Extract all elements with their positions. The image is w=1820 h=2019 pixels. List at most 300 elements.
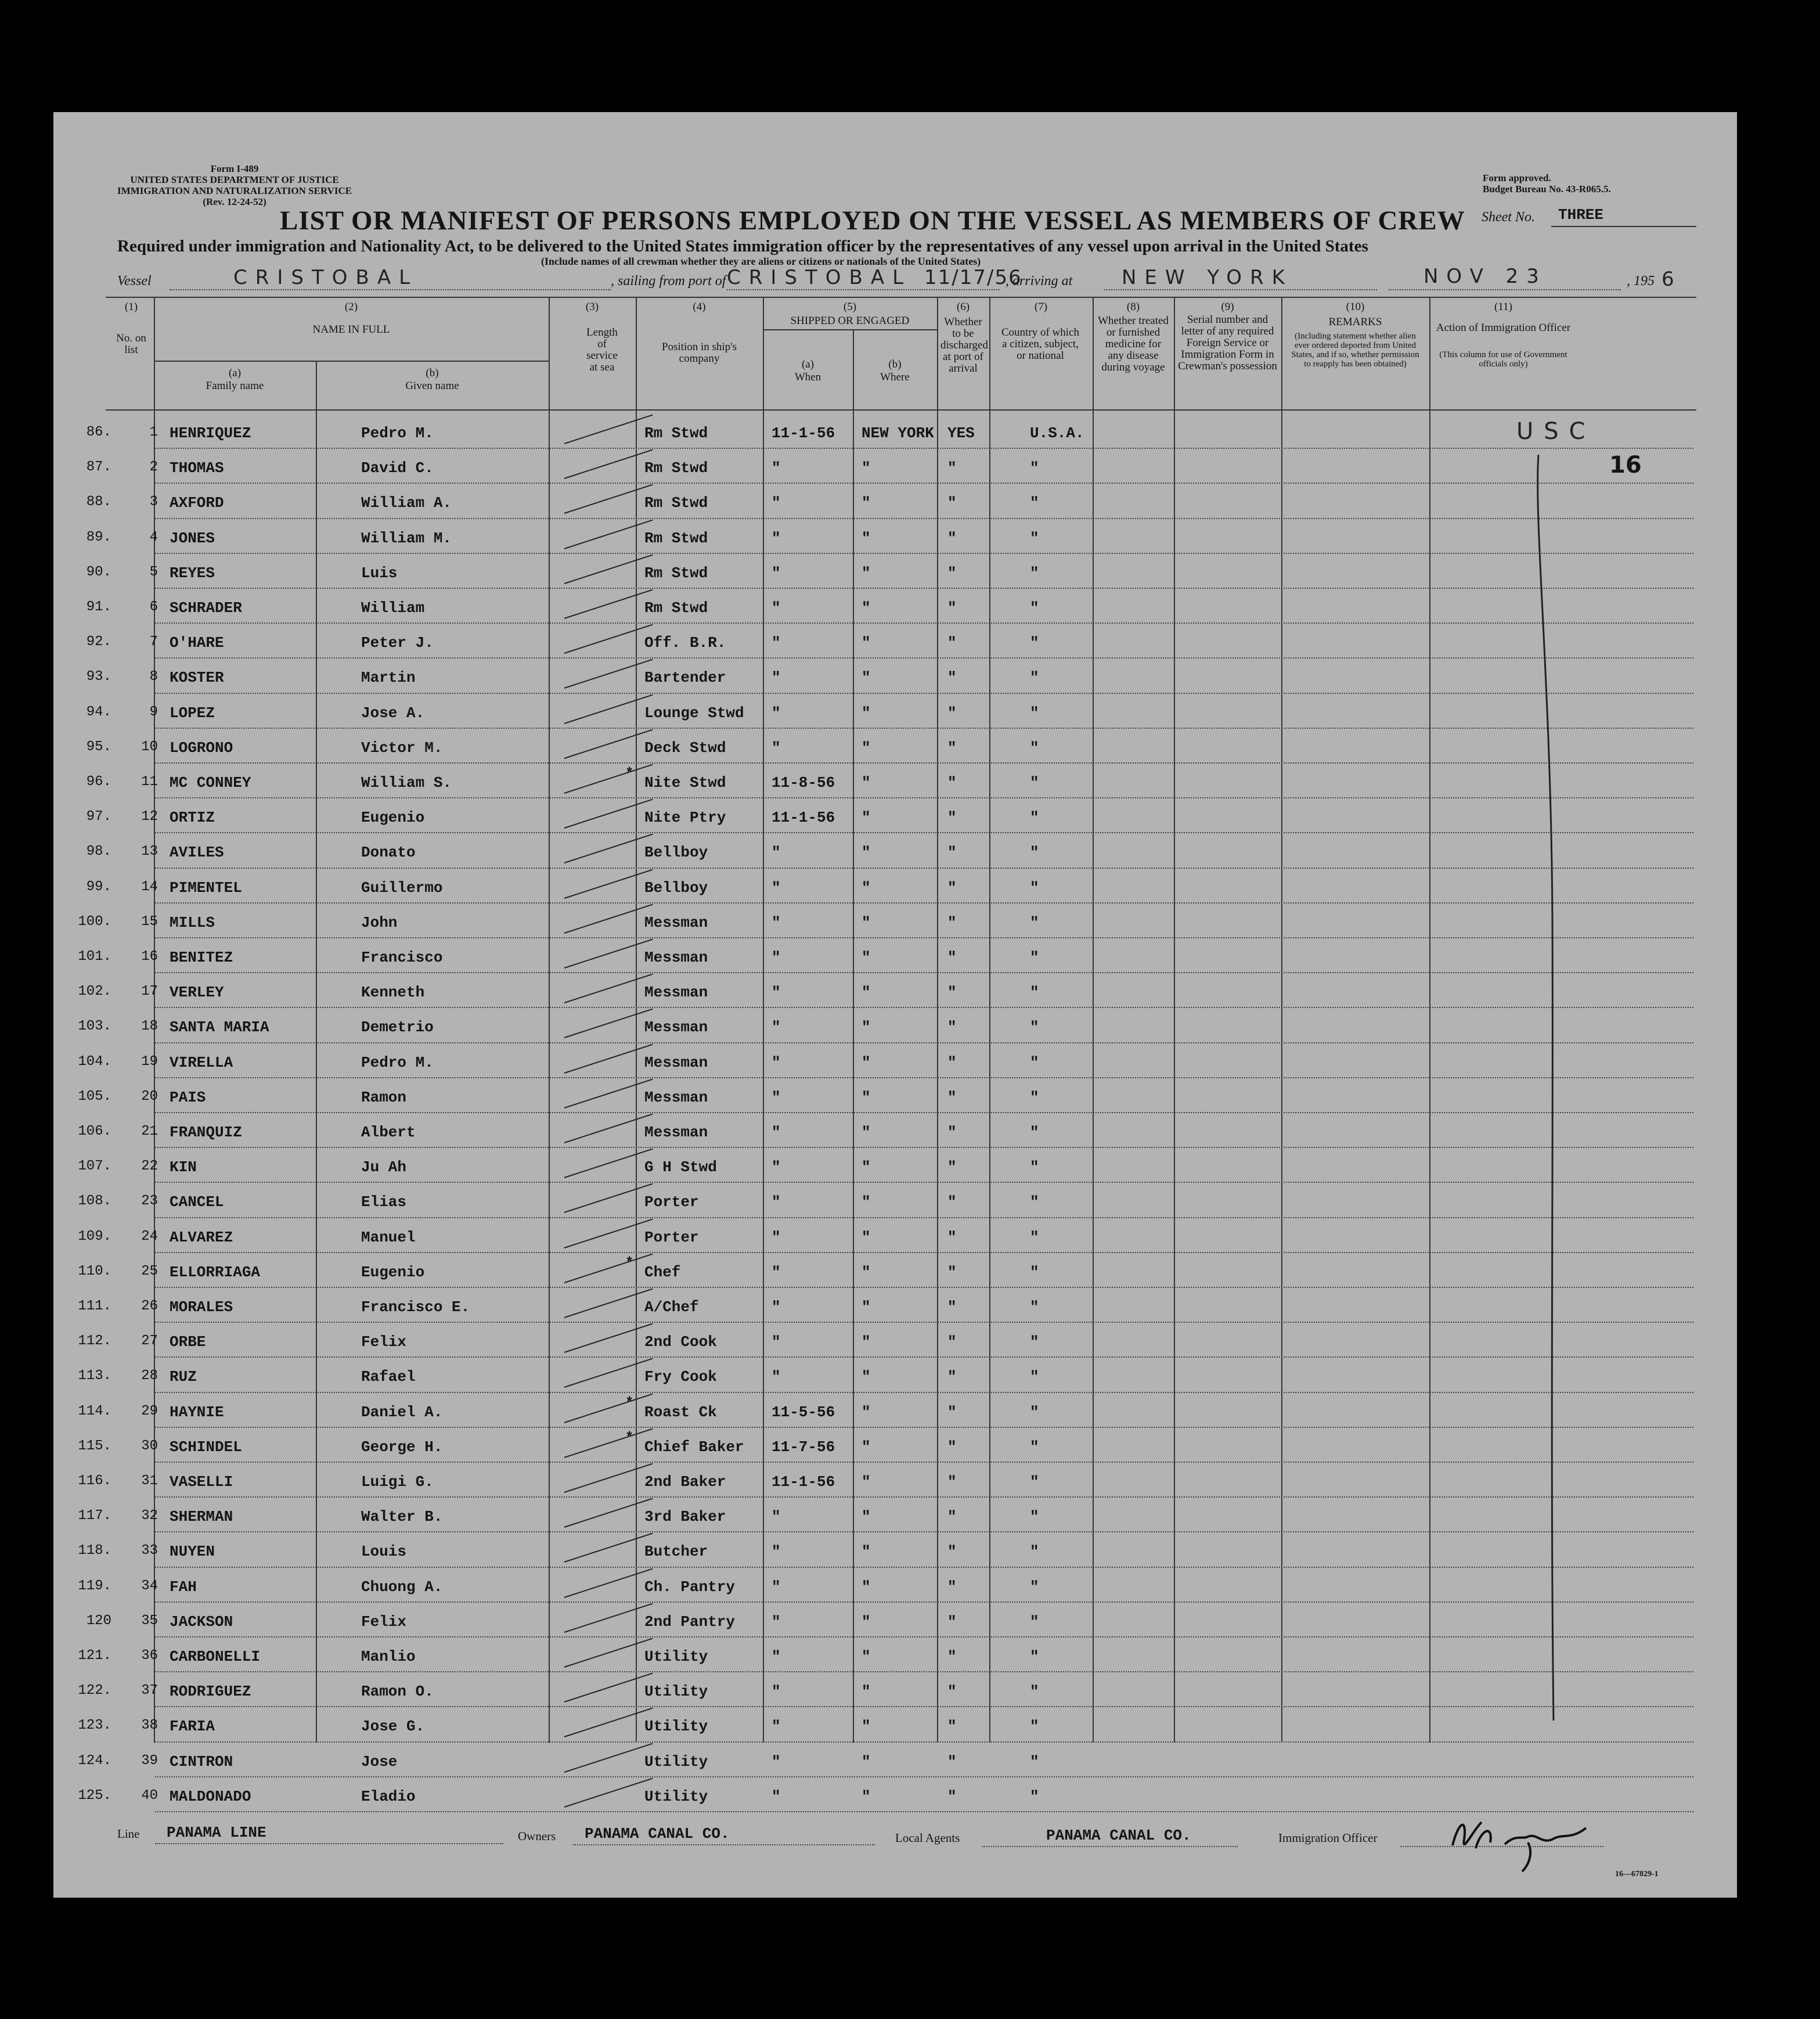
col6-label: Whether to be discharged at port of arrival <box>940 316 988 375</box>
col11-note: (This column for use of Government officials only) <box>1439 350 1567 369</box>
col10-label: REMARKS <box>1328 316 1382 328</box>
count-annotation: 16 <box>1609 452 1642 478</box>
citizenship: " <box>1030 1578 1039 1596</box>
table-row <box>53 520 1737 555</box>
shipped-where: " <box>862 1613 871 1631</box>
service-check-mark <box>564 1708 653 1737</box>
row-rule <box>155 1462 1693 1463</box>
shipped-when: " <box>772 704 781 722</box>
row-serial: 101. <box>78 949 111 964</box>
position: Utility <box>644 1752 708 1770</box>
discharged: " <box>947 459 957 477</box>
citizenship: " <box>1030 459 1039 477</box>
shipped-header-rule <box>763 329 937 330</box>
table-row <box>53 765 1737 800</box>
table-top-border <box>106 297 1696 298</box>
row-rule <box>155 1427 1693 1428</box>
family-name: MC CONNEY <box>170 774 251 791</box>
citizenship: " <box>1030 669 1039 687</box>
shipped-where: " <box>862 1298 871 1316</box>
given-name: John <box>361 913 398 931</box>
position: 3rd Baker <box>644 1508 726 1526</box>
given-name: Victor M. <box>361 739 443 757</box>
position: Messman <box>644 984 708 1002</box>
row-serial: 96. <box>86 774 111 790</box>
row-number: 10 <box>141 739 158 755</box>
discharged: " <box>947 844 957 862</box>
service-check-mark <box>564 939 653 969</box>
row-serial: 94. <box>86 704 111 720</box>
discharged: " <box>947 913 957 931</box>
discharged: " <box>947 1368 957 1386</box>
shipped-where: " <box>862 1403 871 1421</box>
given-name: William <box>361 599 425 617</box>
row-serial: 100. <box>78 913 111 930</box>
service-check-mark <box>564 659 653 689</box>
discharged: " <box>947 984 957 1002</box>
position: Deck Stwd <box>644 739 726 757</box>
service: IMMIGRATION AND NATURALIZATION SERVICE <box>117 185 352 196</box>
shipped-where: " <box>862 1019 871 1037</box>
given-name: Felix <box>361 1333 407 1351</box>
shipped-where: " <box>862 1053 871 1071</box>
row-number: 38 <box>141 1718 158 1734</box>
shipped-where: " <box>862 1124 871 1141</box>
row-number: 40 <box>141 1787 158 1804</box>
row-number: 14 <box>141 879 158 895</box>
row-rule <box>155 1601 1693 1603</box>
citizenship: " <box>1030 739 1039 757</box>
given-name: Donato <box>361 844 416 862</box>
position: Chef <box>644 1263 681 1281</box>
position: Chief Baker <box>644 1438 744 1456</box>
row-rule <box>155 868 1693 869</box>
family-name: LOGRONO <box>170 739 233 757</box>
date-dotline <box>1389 289 1621 290</box>
position: Fry Cook <box>644 1368 717 1386</box>
position: Rm Stwd <box>644 599 708 617</box>
family-name: ORBE <box>170 1333 206 1351</box>
family-name: JONES <box>170 529 215 547</box>
citizenship: " <box>1030 1473 1039 1491</box>
shipped-when: " <box>772 1368 781 1386</box>
row-number: 25 <box>141 1263 158 1279</box>
service-check-mark <box>564 1463 653 1493</box>
row-number: 28 <box>141 1368 158 1384</box>
row-serial: 125. <box>78 1787 111 1804</box>
shipped-where: " <box>862 913 871 931</box>
discharged: " <box>947 809 957 827</box>
discharged: " <box>947 774 957 791</box>
sailing-date: 11/17/56 <box>924 266 1022 289</box>
row-number: 16 <box>141 949 158 964</box>
position: Rm Stwd <box>644 494 708 512</box>
service-check-mark <box>564 624 653 654</box>
position: Bellboy <box>644 844 708 862</box>
row-rule <box>155 1182 1693 1183</box>
line-value: PANAMA LINE <box>167 1824 266 1841</box>
family-name: REYES <box>170 564 215 582</box>
given-name: Jose <box>361 1752 398 1770</box>
discharged: " <box>947 669 957 687</box>
col9-num: (9) <box>1221 301 1234 313</box>
shipped-when: " <box>772 739 781 757</box>
row-rule <box>155 1217 1693 1218</box>
service-check-mark <box>564 1533 653 1563</box>
arriving-dotline <box>1104 289 1377 290</box>
shipped-when: " <box>772 949 781 966</box>
discharged: " <box>947 1578 957 1596</box>
table-row <box>53 660 1737 694</box>
table-row <box>53 1149 1737 1184</box>
port-dotline <box>727 289 1000 290</box>
row-number: 34 <box>141 1578 158 1594</box>
discharged: " <box>947 1298 957 1316</box>
row-number: 26 <box>141 1298 158 1314</box>
shipped-where: " <box>862 739 871 757</box>
citizenship: " <box>1030 1683 1039 1701</box>
service-check-mark <box>564 1043 653 1073</box>
given-name: David C. <box>361 459 434 477</box>
budget-bureau: Budget Bureau No. 43-R065.5. <box>1483 183 1611 195</box>
citizenship: " <box>1030 809 1039 827</box>
service-check-mark <box>564 1183 653 1213</box>
table-row <box>53 870 1737 905</box>
table-row <box>53 1289 1737 1324</box>
given-name: Francisco <box>361 949 443 966</box>
shipped-where: " <box>862 494 871 512</box>
shipped-where: " <box>862 1263 871 1281</box>
given-name: Louis <box>361 1543 407 1561</box>
family-name: CARBONELLI <box>170 1648 261 1665</box>
citizenship: " <box>1030 1438 1039 1456</box>
shipped-when: " <box>772 1718 781 1736</box>
given-name: William A. <box>361 494 452 512</box>
citizenship: " <box>1030 1403 1039 1421</box>
row-serial: 112. <box>78 1333 111 1349</box>
row-number: 13 <box>141 844 158 860</box>
shipped-where: " <box>862 1158 871 1176</box>
row-rule <box>155 1496 1693 1498</box>
department: UNITED STATES DEPARTMENT OF JUSTICE <box>130 174 339 185</box>
col8-label: Whether treated or furnished medicine for any disease during voyage <box>1098 315 1169 373</box>
family-name: O'HARE <box>170 634 224 652</box>
family-name: PIMENTEL <box>170 879 242 897</box>
col3-label: Length of service at sea <box>586 326 618 373</box>
shipped-where: " <box>862 1543 871 1561</box>
family-name: JACKSON <box>170 1613 233 1631</box>
position: Utility <box>644 1718 708 1736</box>
row-serial: 93. <box>86 669 111 685</box>
line-dotline <box>155 1843 503 1844</box>
given-name: Eladio <box>361 1787 416 1805</box>
service-check-mark <box>564 1078 653 1108</box>
given-name: Luis <box>361 564 398 582</box>
family-name: FARIA <box>170 1718 215 1736</box>
col4-num: (4) <box>693 301 706 313</box>
row-rule <box>155 1252 1693 1253</box>
service-check-mark <box>564 519 653 549</box>
shipped-when: " <box>772 1228 781 1246</box>
row-rule <box>155 1007 1693 1008</box>
discharged: YES <box>947 424 975 442</box>
row-rule <box>155 902 1693 904</box>
page-title: LIST OR MANIFEST OF PERSONS EMPLOYED ON THE VESSEL AS MEMBERS OF CREW <box>280 206 1465 236</box>
shipped-where: " <box>862 1193 871 1211</box>
shipped-where: NEW YORK <box>862 424 934 442</box>
row-serial: 121. <box>78 1648 111 1664</box>
discharged: " <box>947 1263 957 1281</box>
family-name: MORALES <box>170 1298 233 1316</box>
table-row <box>53 625 1737 660</box>
col7-label: Country of which a citizen, subject, or national <box>1001 326 1080 362</box>
table-row <box>53 1045 1737 1079</box>
table-row <box>53 1359 1737 1394</box>
col5-num: (5) <box>843 301 857 313</box>
shipped-when: " <box>772 1193 781 1211</box>
row-rule <box>155 1776 1693 1777</box>
bracket-line <box>1528 455 1574 1755</box>
shipped-when: " <box>772 1578 781 1596</box>
row-number: 20 <box>141 1088 158 1104</box>
row-serial: 116. <box>78 1473 111 1489</box>
row-number: 21 <box>141 1124 158 1139</box>
discharged: " <box>947 494 957 512</box>
shipped-when: " <box>772 1648 781 1665</box>
form-number: Form I-489 <box>210 163 259 174</box>
family-name: KIN <box>170 1158 197 1176</box>
citizenship: " <box>1030 1368 1039 1386</box>
discharged: " <box>947 879 957 897</box>
row-serial: 111. <box>78 1298 111 1314</box>
position: Butcher <box>644 1543 708 1561</box>
family-name: FAH <box>170 1578 197 1596</box>
service-check-mark <box>564 1289 653 1318</box>
shipped-when: " <box>772 634 781 652</box>
row-serial: 120 <box>86 1613 111 1629</box>
service-check-mark <box>564 1777 653 1807</box>
service-check-mark <box>564 1009 653 1038</box>
given-name: Albert <box>361 1124 416 1141</box>
citizenship: " <box>1030 1333 1039 1351</box>
citizenship: " <box>1030 1752 1039 1770</box>
given-name: George H. <box>361 1438 443 1456</box>
agents-dotline <box>982 1846 1238 1847</box>
service-asterisk: * <box>625 1255 634 1271</box>
revision: (Rev. 12-24-52) <box>203 196 266 207</box>
row-number: 12 <box>141 809 158 825</box>
shipped-where: " <box>862 634 871 652</box>
table-row <box>53 450 1737 485</box>
row-rule <box>155 1671 1693 1672</box>
table-row <box>53 1254 1737 1289</box>
family-name: ELLORRIAGA <box>170 1263 261 1281</box>
arrival-date: NOV 23 <box>1423 265 1547 288</box>
officer-dotline <box>1400 1846 1603 1847</box>
col4-label: Position in ship's company <box>661 341 737 365</box>
given-name: Ramon <box>361 1088 407 1106</box>
citizenship: " <box>1030 1298 1039 1316</box>
row-number: 15 <box>141 913 158 930</box>
family-name: ORTIZ <box>170 809 215 827</box>
service-check-mark <box>564 799 653 829</box>
shipped-where: " <box>862 984 871 1002</box>
position: Bartender <box>644 669 726 687</box>
row-rule <box>155 588 1693 589</box>
citizenship: " <box>1030 1613 1039 1631</box>
row-rule <box>155 1706 1693 1707</box>
table-row <box>53 1219 1737 1254</box>
shipped-when: " <box>772 529 781 547</box>
row-rule <box>155 693 1693 694</box>
shipped-when: 11-7-56 <box>772 1438 835 1456</box>
row-serial: 87. <box>86 459 111 476</box>
vessel-label: Vessel <box>117 273 152 289</box>
table-row <box>53 974 1737 1009</box>
shipped-where: " <box>862 564 871 582</box>
citizenship: " <box>1030 529 1039 547</box>
service-check-mark <box>564 1149 653 1178</box>
year-prefix: , 195 <box>1627 273 1655 289</box>
service-asterisk: * <box>625 766 634 782</box>
family-name: RODRIGUEZ <box>170 1683 251 1701</box>
table-row <box>53 1744 1737 1779</box>
position: Messman <box>644 1124 708 1141</box>
row-serial: 110. <box>78 1263 111 1279</box>
service-check-mark <box>564 1323 653 1353</box>
shipped-when: " <box>772 1124 781 1141</box>
col5a-num: (a) <box>801 358 815 370</box>
service-check-mark <box>564 589 653 619</box>
row-number: 39 <box>141 1752 158 1769</box>
row-number: 36 <box>141 1648 158 1664</box>
row-number: 30 <box>141 1438 158 1454</box>
service-check-mark <box>564 694 653 724</box>
shipped-where: " <box>862 774 871 791</box>
shipped-when: " <box>772 1752 781 1770</box>
shipped-when: " <box>772 1508 781 1526</box>
discharged: " <box>947 1403 957 1421</box>
position: Messman <box>644 913 708 931</box>
row-serial: 105. <box>78 1088 111 1104</box>
row-serial: 114. <box>78 1403 111 1419</box>
shipped-when: " <box>772 1333 781 1351</box>
position: 2nd Cook <box>644 1333 717 1351</box>
shipped-when: " <box>772 1543 781 1561</box>
row-serial: 89. <box>86 529 111 545</box>
row-number: 27 <box>141 1333 158 1349</box>
family-name: SCHRADER <box>170 599 242 617</box>
agents-label: Local Agents <box>895 1831 960 1845</box>
page-subtitle: Required under immigration and Nationality Act, to be delivered to the United States immigration officer by the representatives of any vessel upon arrival in the United States <box>117 237 1368 255</box>
citizenship: " <box>1030 984 1039 1002</box>
position: 2nd Pantry <box>644 1613 736 1631</box>
citizenship: " <box>1030 949 1039 966</box>
discharged: " <box>947 1019 957 1037</box>
shipped-where: " <box>862 599 871 617</box>
discharged: " <box>947 634 957 652</box>
row-rule <box>155 553 1693 554</box>
family-name: MALDONADO <box>170 1787 251 1805</box>
usc-annotation: USC <box>1516 418 1596 445</box>
discharged: " <box>947 1088 957 1106</box>
discharged: " <box>947 1683 957 1701</box>
row-rule <box>155 1741 1693 1743</box>
family-name: BENITEZ <box>170 949 233 966</box>
discharged: " <box>947 1648 957 1665</box>
citizenship: " <box>1030 1053 1039 1071</box>
table-row <box>53 834 1737 869</box>
page-note: (Include names of all crewman whether they are aliens or citizens or nationals of the United States) <box>541 255 981 267</box>
sheet-label: Sheet No. <box>1482 210 1535 225</box>
citizenship: " <box>1030 879 1039 897</box>
family-name: FRANQUIZ <box>170 1124 242 1141</box>
row-rule <box>155 1077 1693 1078</box>
discharged: " <box>947 1053 957 1071</box>
shipped-where: " <box>862 1683 871 1701</box>
given-name: Jose G. <box>361 1718 425 1736</box>
citizenship: " <box>1030 599 1039 617</box>
service-check-mark <box>564 1673 653 1703</box>
discharged: " <box>947 1752 957 1770</box>
citizenship: " <box>1030 1019 1039 1037</box>
row-number: 3 <box>149 494 158 510</box>
shipped-where: " <box>862 1333 871 1351</box>
officer-label: Immigration Officer <box>1278 1831 1378 1845</box>
shipped-when: 11-8-56 <box>772 774 835 791</box>
shipped-when: 11-1-56 <box>772 1473 835 1491</box>
table-row <box>53 905 1737 940</box>
position: Lounge Stwd <box>644 704 744 722</box>
family-name: VASELLI <box>170 1473 233 1491</box>
sheet-number: THREE <box>1558 206 1604 224</box>
shipped-where: " <box>862 1578 871 1596</box>
service-check-mark <box>564 729 653 758</box>
service-check-mark <box>564 449 653 479</box>
position: Messman <box>644 1053 708 1071</box>
citizenship: " <box>1030 1124 1039 1141</box>
position: Nite Ptry <box>644 809 726 827</box>
shipped-where: " <box>862 1508 871 1526</box>
row-number: 11 <box>141 774 158 790</box>
shipped-when: 11-1-56 <box>772 424 835 442</box>
table-row <box>53 1429 1737 1464</box>
vessel-name: CRISTOBAL <box>233 266 419 289</box>
citizenship: " <box>1030 1648 1039 1665</box>
row-number: 29 <box>141 1403 158 1419</box>
row-number: 31 <box>141 1473 158 1489</box>
service-check-mark <box>564 1428 653 1457</box>
service-check-mark <box>564 1638 653 1668</box>
col10-num: (10) <box>1346 301 1365 313</box>
vessel-dotline <box>170 289 611 290</box>
family-name: MILLS <box>170 913 215 931</box>
position: Utility <box>644 1648 708 1665</box>
shipped-where: " <box>862 1368 871 1386</box>
col2b-num: (b) <box>426 367 439 379</box>
given-name: Elias <box>361 1193 407 1211</box>
row-serial: 104. <box>78 1053 111 1070</box>
row-number: 35 <box>141 1613 158 1629</box>
given-name: Jose A. <box>361 704 425 722</box>
discharged: " <box>947 1438 957 1456</box>
row-rule <box>155 1356 1693 1358</box>
shipped-when: " <box>772 1298 781 1316</box>
family-name: ALVAREZ <box>170 1228 233 1246</box>
service-check-mark <box>564 1743 653 1772</box>
service-check-mark <box>564 1498 653 1528</box>
discharged: " <box>947 1543 957 1561</box>
